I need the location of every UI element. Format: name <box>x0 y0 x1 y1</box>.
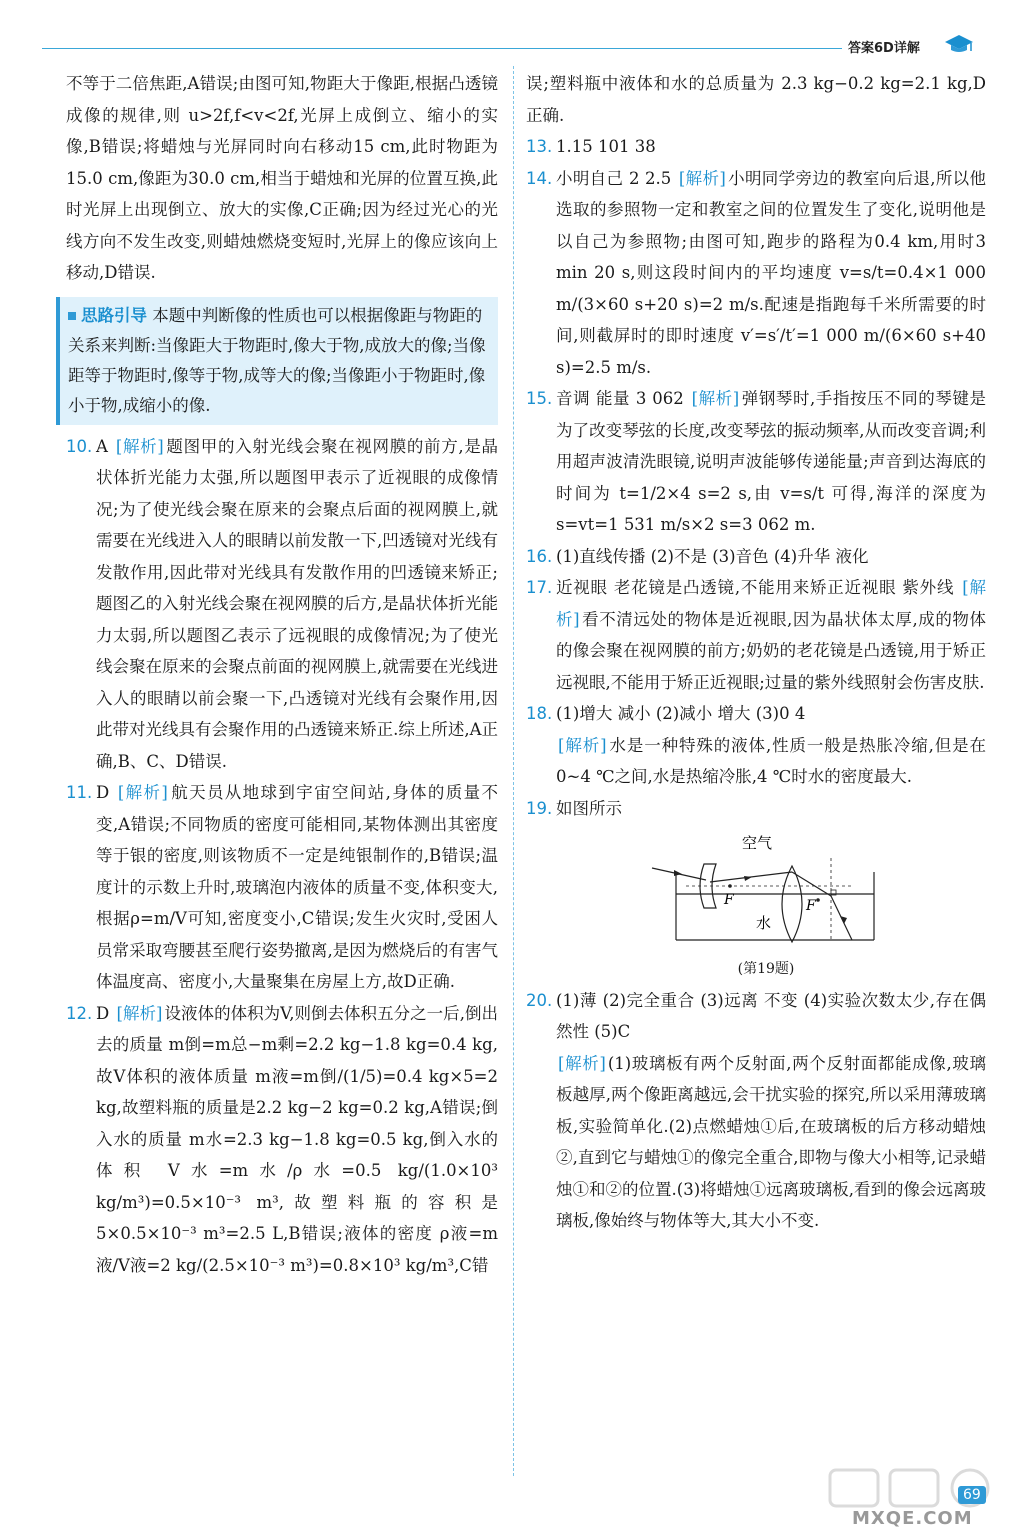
question-12 <box>66 998 498 1282</box>
analysis-text: 弹钢琴时,手指按压不同的琴键是为了改变琴弦的长度,改变琴弦的振动频率,从而改变音调;利用超声波清洗眼镜,说明声波能够传递能量;声音到达海底的时间为 t=1/2×4 s=2 s,由 v=s/t 可得,海洋的深度为 s=vt=1 531 m/s×2 s=3 062 m. <box>556 389 987 534</box>
question-number: 15. <box>526 389 553 408</box>
analysis-text: 题图甲的入射光线会聚在视网膜的前方,是晶状体折光能力太强,所以题图甲表示了近视眼的成像情况;为了使光线会聚在原来的会聚点后面的视网膜上,就需要在光线进入人的眼睛以前发散一下,凹透镜对光线有发散作用,因此带对光线具有发散作用的凹透镜来矫正;题图乙的入射光线会聚在视网膜的后方,是晶状体折光能力太弱,所以题图乙表示了远视眼的成像情况;为了使光线会聚在原来的会聚点前面的视网膜上,就需要在光线进入人的眼睛以前会聚一下,凸透镜对光线有会聚作用,因此带对光线具有会聚作用的凸透镜来矫正.综上所述,A正确,B、C、D错误. <box>96 436 498 771</box>
right-column <box>526 68 986 1237</box>
question-number: 12. <box>66 1003 93 1023</box>
water-label: 水 <box>756 914 772 932</box>
analysis-text: 看不清远处的物体是近视眼,因为晶状体太厚,成的物体的像会聚在视网膜的前方;奶奶的老花镜是凸透镜,用于矫正远视眼,不能用于矫正近视眼;过量的紫外线照射会伤害皮肤. <box>556 609 987 692</box>
answer: D <box>96 1003 110 1023</box>
question-number: 14. <box>526 168 553 188</box>
analysis-tag: [解析] <box>116 1003 163 1023</box>
question-20 <box>526 985 986 1237</box>
q9-continuation: 不等于二倍焦距,A错误;由图可知,物距大于像距,根据凸透镜成像的规律,则 u>2f,f<v<2f,光屏上成倒立、缩小的实像,B错误;将蜡烛与光屏同时向右移动15 cm,此时物距为15.0 cm,像距为30.0 cm,相当于蜡烛和光屏的位置互换,此时光屏上出现倒立、放大的实像,C正确;因为经过光心的光线方向不发生改变,则蜡烛燃烧变短时,光屏上的像应该向上移动,D错误. <box>66 74 498 282</box>
question-17 <box>526 572 986 698</box>
question-10 <box>66 431 498 778</box>
answer: (1)直线传播 (2)不是 (3)音色 (4)升华 液化 <box>556 546 869 566</box>
answer: (1)增大 减小 (2)减小 增大 (3)0 4 <box>556 704 806 723</box>
question-number: 10. <box>66 436 93 456</box>
question-number: 20. <box>526 990 553 1010</box>
question-number: 11. <box>66 783 93 802</box>
tip-square-icon <box>68 312 76 320</box>
analysis-text: (1)玻璃板有两个反射面,两个反射面都能成像,玻璃板越厚,两个像距离越远,会干扰实验的探究,所以采用薄玻璃板,实验简单化.(2)点燃蜡烛①后,在玻璃板的后方移动蜡烛②,直到它与蜡烛①的像完全重合,即物与像大小相等,记录蜡烛①和②的位置.(3)将蜡烛①远离玻璃板,看到的像会远离玻璃板,像始终与物体等大,其大小不变. <box>556 1053 986 1230</box>
answer: 音调 能量 3 062 <box>556 389 684 408</box>
tip-box <box>56 297 498 425</box>
question-number: 17. <box>526 578 553 597</box>
focal-point-label-1: F <box>724 892 734 908</box>
left-column <box>66 68 498 1281</box>
analysis-tag: [解析] <box>558 735 607 755</box>
answer: 近视眼 老花镜是凸透镜,不能用来矫正近视眼 紫外线 <box>556 578 955 597</box>
tip-text: 本题中判断像的性质也可以根据像距与物距的关系来判断:当像距大于物距时,像大于物,成放大的像;当像距等于物距时,像等于物,成等大的像;当像距小于物距时,像小于物,成缩小的像. <box>68 305 486 415</box>
figure-caption: (第19题) <box>737 960 795 977</box>
answer: (1)薄 (2)完全重合 (3)远离 不变 (4)实验次数太少,存在偶然性 (5)C <box>556 990 986 1041</box>
lens-diagram <box>646 828 886 948</box>
analysis-tag: [解析] <box>678 168 726 188</box>
analysis-text: 航天员从地球到宇宙空间站,身体的质量不变,A错误;不同物质的密度可能相同,某物体测出其密度等于银的密度,则该物质不一定是纯银制作的,B错误;温度计的示数上升时,玻璃泡内液体的质量不变,体积变大,根据ρ=m/V可知,密度变小,C错误;发生火灾时,受困人员常采取弯腰甚至爬行姿势撤离,是因为燃烧后的有害气体温度高、密度小,大量聚集在房屋上方,故D正确. <box>96 783 499 991</box>
question-number: 16. <box>526 546 553 566</box>
tip-title: 思路引导 <box>81 305 147 325</box>
question-18 <box>526 698 986 793</box>
optics-figure <box>646 828 886 979</box>
focal-point-label-2: F <box>806 898 816 914</box>
page-number: 69 <box>958 1486 986 1504</box>
analysis-tag: [解析] <box>558 1053 606 1073</box>
graduation-cap-icon <box>944 33 974 55</box>
header-label: 答案6D详解 <box>848 41 920 56</box>
answer: D <box>96 783 110 802</box>
answer: A <box>96 436 108 456</box>
air-label: 空气 <box>742 834 773 852</box>
answer: 1.15 101 38 <box>556 137 656 156</box>
question-14 <box>526 163 986 384</box>
question-number: 13. <box>526 137 553 156</box>
column-divider <box>513 66 514 1476</box>
analysis-text: 水是一种特殊的液体,性质一般是热胀冷缩,但是在0~4 ℃之间,水是热缩冷胀,4 ℃时水的密度最大. <box>556 735 986 786</box>
q12-continuation: 误;塑料瓶中液体和水的总质量为 2.3 kg−0.2 kg=2.1 kg,D正确. <box>526 74 986 125</box>
question-16 <box>526 541 986 573</box>
analysis-tag: [解析] <box>117 783 168 802</box>
watermark-text: MXQE.COM <box>852 1508 973 1529</box>
header-rule <box>42 48 842 49</box>
analysis-text: 小明同学旁边的教室向后退,所以他选取的参照物一定和教室之间的位置发生了变化,说明他是以自己为参照物;由图可知,跑步的路程为0.4 km,用时3 min 20 s,则这段时间内的平均速度 v=s/t=0.4×1 000 m/(3×60 s+20 s)=2 m/s.配速是指跑每千米所需要的时间,则截屏时的即时速度 v′=s′/t′=1 000 m/(6×60 s+40 s)=2.5 m/s. <box>556 168 986 377</box>
question-number: 19. <box>526 798 553 818</box>
answer: 如图所示 <box>556 798 622 818</box>
question-number: 18. <box>526 704 553 723</box>
question-15 <box>526 383 986 541</box>
question-11 <box>66 777 498 998</box>
analysis-text: 设液体的体积为V,则倒去体积五分之一后,倒出去的质量 m倒=m总−m剩=2.2 kg−1.8 kg=0.4 kg,故V体积的液体质量 m液=m倒/(1/5)=0.4 kg×5=2 kg,故塑料瓶的质量是2.2 kg−2 kg=0.2 kg,A错误;倒入水的质量 m水=2.3 kg−1.8 kg=0.5 kg,倒入水的体积 V水=m水/ρ水=0.5 kg/(1.0×10³ kg/m³)=0.5×10⁻³ m³,故塑料瓶的容积是5×0.5×10⁻³ m³=2.5 L,B错误;液体的密度 ρ液=m液/V液=2 kg/(2.5×10⁻³ m³)=0.8×10³ kg/m³,C错 <box>96 1003 499 1275</box>
analysis-tag: [解析] <box>115 436 164 456</box>
analysis-tag: [解析] <box>556 578 986 629</box>
question-13 <box>526 131 986 163</box>
question-19 <box>526 793 986 825</box>
answer: 小明自己 2 2.5 <box>556 168 672 188</box>
analysis-tag: [解析] <box>691 389 740 408</box>
